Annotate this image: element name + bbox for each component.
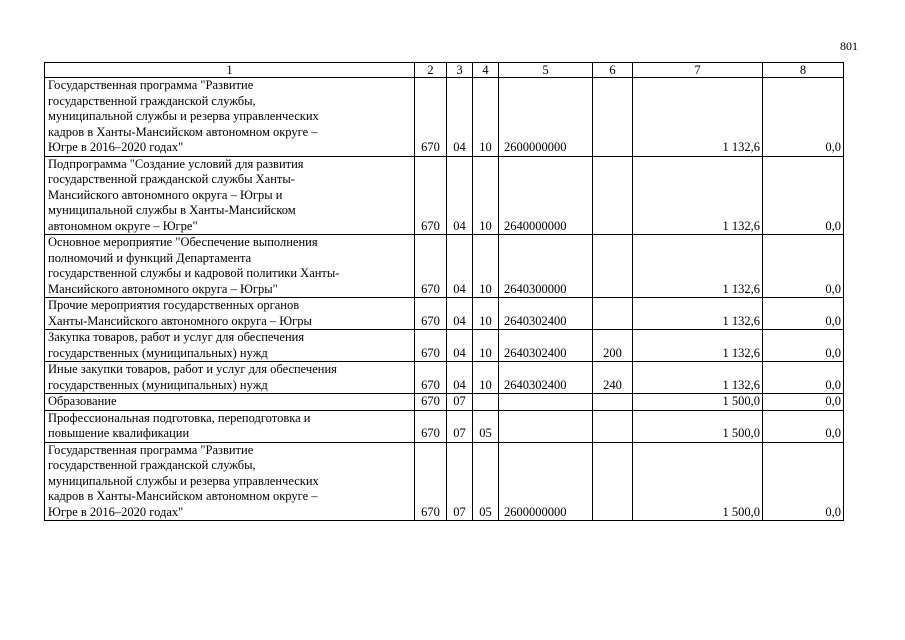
- row-name-line: Мансийского автономного округа – Югры и: [48, 187, 283, 202]
- gp-code-cell: 670: [415, 298, 447, 330]
- table-row: [45, 330, 844, 362]
- subsection-cell: 10: [473, 330, 499, 362]
- row-name-line: муниципальной службы в Ханты-Мансийском: [48, 203, 296, 217]
- section-cell: 04: [447, 362, 473, 394]
- row-name-line: муниципальной службы и резерва управленческих: [48, 473, 319, 488]
- row-name-line: повышение квалификации: [48, 426, 190, 440]
- target-article-cell: 2640302400: [499, 362, 593, 394]
- amount-cell: 1 132,6: [633, 330, 763, 362]
- row-name-line: государственных (муниципальных) нужд: [48, 345, 268, 360]
- header-row: [45, 63, 844, 78]
- section-cell: 07: [447, 442, 473, 521]
- amount-cell: 1 500,0: [633, 394, 763, 411]
- subsection-cell: 10: [473, 235, 499, 298]
- row-name-line: Ханты-Мансийского автономного округа – Югры: [48, 313, 312, 328]
- expense-type-cell: [593, 235, 633, 298]
- row-name-line: кадров в Ханты-Мансийском автономном округе –: [48, 489, 318, 503]
- target-article-cell: 2640300000: [499, 235, 593, 298]
- row-name-cell: [45, 330, 415, 362]
- amount-secondary-cell: 0,0: [763, 156, 844, 235]
- table-row: [45, 78, 844, 157]
- section-cell: 04: [447, 298, 473, 330]
- amount-cell: 1 500,0: [633, 410, 763, 442]
- subsection-cell: 05: [473, 442, 499, 521]
- amount-cell: 1 132,6: [633, 362, 763, 394]
- amount-secondary-cell: 0,0: [763, 394, 844, 411]
- row-name-line: Иные закупки товаров, работ и услуг для обеспечения: [48, 362, 337, 376]
- row-name-line: Профессиональная подготовка, переподготовка и: [48, 410, 311, 425]
- expense-type-cell: 200: [593, 330, 633, 362]
- target-article-cell: [499, 410, 593, 442]
- target-article-cell: 2640302400: [499, 330, 593, 362]
- row-name-line: Подпрограмма "Создание условий для развития: [48, 156, 304, 171]
- row-name-cell: [45, 298, 415, 330]
- gp-code-cell: 670: [415, 78, 447, 157]
- row-name-line: Закупка товаров, работ и услуг для обеспечения: [48, 330, 305, 344]
- subsection-cell: 10: [473, 156, 499, 235]
- row-name-cell: [45, 362, 415, 394]
- row-name-line: Государственная программа "Развитие: [48, 442, 254, 457]
- target-article-cell: [499, 394, 593, 411]
- gp-code-cell: 670: [415, 442, 447, 521]
- section-cell: 04: [447, 156, 473, 235]
- row-name-line: Югре в 2016–2020 годах": [48, 504, 184, 519]
- row-name-line: государственной гражданской службы,: [48, 458, 256, 472]
- gp-code-cell: 670: [415, 362, 447, 394]
- row-name-line: полномочий и функций Департамента: [48, 250, 252, 265]
- amount-cell: 1 500,0: [633, 442, 763, 521]
- col-header-1: 1: [45, 63, 415, 78]
- expense-type-cell: [593, 78, 633, 157]
- section-cell: 07: [447, 410, 473, 442]
- row-name-line: Основное мероприятие "Обеспечение выполнения: [48, 235, 318, 249]
- expense-type-cell: [593, 156, 633, 235]
- row-name-line: кадров в Ханты-Мансийском автономном округе –: [48, 124, 318, 139]
- gp-code-cell: 670: [415, 235, 447, 298]
- gp-code-cell: 670: [415, 410, 447, 442]
- page-number: 801: [840, 39, 858, 53]
- target-article-cell: 2600000000: [499, 442, 593, 521]
- col-header-3: 3: [447, 63, 473, 78]
- amount-secondary-cell: 0,0: [763, 362, 844, 394]
- table-row: [45, 156, 844, 235]
- row-name-cell: [45, 410, 415, 442]
- row-name-line: Мансийского автономного округа – Югры": [48, 281, 278, 296]
- target-article-cell: 2640000000: [499, 156, 593, 235]
- amount-cell: 1 132,6: [633, 235, 763, 298]
- col-header-7: 7: [633, 63, 763, 78]
- col-header-4: 4: [473, 63, 499, 78]
- section-cell: 07: [447, 394, 473, 411]
- col-header-5: 5: [499, 63, 593, 78]
- expense-type-cell: [593, 298, 633, 330]
- row-name-line: государственной гражданской службы Ханты-: [48, 172, 295, 186]
- row-name-line: Югре в 2016–2020 годах": [48, 140, 184, 154]
- gp-code-cell: 670: [415, 330, 447, 362]
- row-name-line: Государственная программа "Развитие: [48, 78, 254, 92]
- subsection-cell: [473, 394, 499, 411]
- section-cell: 04: [447, 78, 473, 157]
- gp-code-cell: 670: [415, 394, 447, 411]
- row-name-line: муниципальной службы и резерва управленческих: [48, 109, 319, 123]
- amount-secondary-cell: 0,0: [763, 442, 844, 521]
- table-row: [45, 442, 844, 521]
- col-header-6: 6: [593, 63, 633, 78]
- row-name-line: государственной гражданской службы,: [48, 93, 256, 108]
- table-row: [45, 362, 844, 394]
- row-name-cell: [45, 235, 415, 298]
- row-name-cell: [45, 78, 415, 157]
- amount-secondary-cell: 0,0: [763, 410, 844, 442]
- col-header-2: 2: [415, 63, 447, 78]
- col-header-8: 8: [763, 63, 844, 78]
- row-name-line: Образование: [48, 394, 117, 408]
- amount-cell: 1 132,6: [633, 156, 763, 235]
- table-row: [45, 298, 844, 330]
- row-name-line: автономном округе – Югре": [48, 218, 198, 233]
- expense-type-cell: [593, 442, 633, 521]
- row-name-cell: [45, 394, 415, 411]
- row-name-cell: [45, 442, 415, 521]
- amount-secondary-cell: 0,0: [763, 78, 844, 157]
- row-name-line: государственной службы и кадровой политики Ханты-: [48, 266, 340, 280]
- table-row: [45, 410, 844, 442]
- expense-type-cell: [593, 410, 633, 442]
- subsection-cell: 05: [473, 410, 499, 442]
- table-row: [45, 235, 844, 298]
- section-cell: 04: [447, 330, 473, 362]
- expense-type-cell: [593, 394, 633, 411]
- row-name-line: государственных (муниципальных) нужд: [48, 377, 268, 392]
- table-row: [45, 394, 844, 411]
- row-name-line: Прочие мероприятия государственных органов: [48, 298, 300, 312]
- budget-table: [44, 62, 844, 521]
- target-article-cell: 2640302400: [499, 298, 593, 330]
- subsection-cell: 10: [473, 298, 499, 330]
- amount-secondary-cell: 0,0: [763, 235, 844, 298]
- amount-cell: 1 132,6: [633, 78, 763, 157]
- gp-code-cell: 670: [415, 156, 447, 235]
- target-article-cell: 2600000000: [499, 78, 593, 157]
- amount-cell: 1 132,6: [633, 298, 763, 330]
- subsection-cell: 10: [473, 362, 499, 394]
- row-name-cell: [45, 156, 415, 235]
- section-cell: 04: [447, 235, 473, 298]
- amount-secondary-cell: 0,0: [763, 298, 844, 330]
- expense-type-cell: 240: [593, 362, 633, 394]
- amount-secondary-cell: 0,0: [763, 330, 844, 362]
- subsection-cell: 10: [473, 78, 499, 157]
